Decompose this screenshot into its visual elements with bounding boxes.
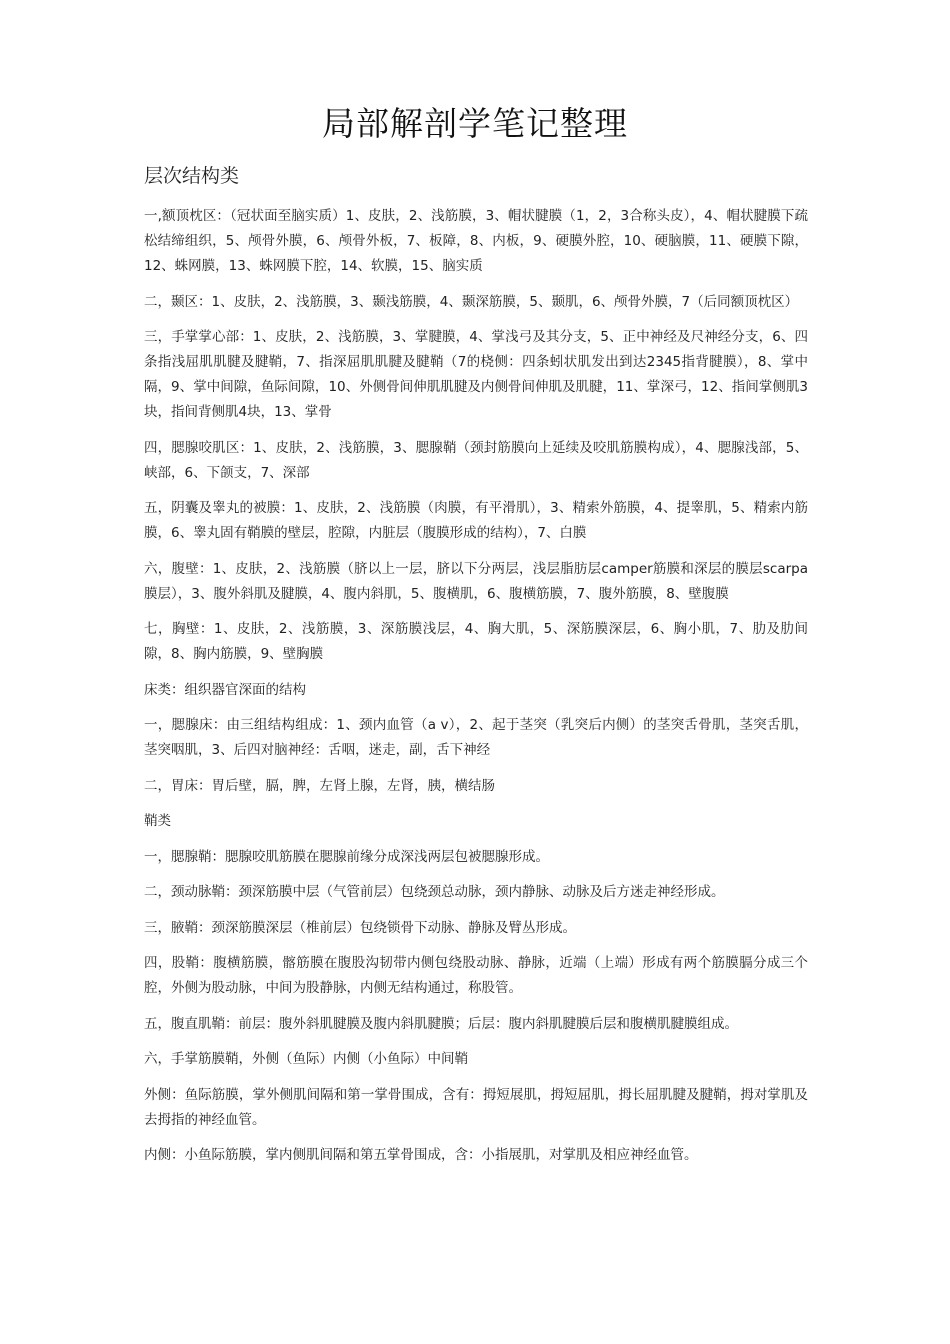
paragraph: 二，胃床：胃后壁，膈，脾，左肾上腺，左肾，胰，横结肠 xyxy=(144,777,495,794)
paragraph: 五，阴囊及睾丸的被膜：1、皮肤，2、浅筋膜（肉膜，有平滑肌），3、精索外筋膜，4、提睾肌，5、精索内筋膜，6、睾丸固有鞘膜的壁层，腔隙，内脏层（腹膜形成的结构），7、白膜 xyxy=(144,500,808,541)
paragraph: 一,额顶枕区：（冠状面至脑实质）1、皮肤，2、浅筋膜，3、帽状腱膜（1，2，3合称头皮），4、帽状腱膜下疏松结缔组织，5、颅骨外膜，6、颅骨外板，7、板障，8、内板，9、硬膜外腔，10、硬脑膜，11、硬膜下隙，12、蛛网膜，13、蛛网膜下腔，14、软膜，15、脑实质 xyxy=(144,208,808,274)
paragraph: 七，胸壁：1、皮肤，2、浅筋膜，3、深筋膜浅层，4、胸大肌，5、深筋膜深层，6、胸小肌，7、肋及肋间隙，8、胸内筋膜，9、壁胸膜 xyxy=(144,621,808,662)
paragraph: 一，腮腺鞘：腮腺咬肌筋膜在腮腺前缘分成深浅两层包被腮腺形成。 xyxy=(144,848,549,865)
paragraph: 四，股鞘：腹横筋膜，髂筋膜在腹股沟韧带内侧包绕股动脉、静脉，近端（上端）形成有两个筋膜膈分成三个腔，外侧为股动脉，中间为股静脉，内侧无结构通过，称股管。 xyxy=(144,955,808,996)
paragraph: 四，腮腺咬肌区：1、皮肤，2、浅筋膜，3、腮腺鞘（颈封筋膜向上延续及咬肌筋膜构成），4、腮腺浅部，5、峡部，6、下颌支，7、深部 xyxy=(144,439,808,481)
paragraph: 外侧：鱼际筋膜，掌外侧肌间隔和第一掌骨围成，含有：拇短展肌，拇短屈肌，拇长屈肌腱及腱鞘，拇对掌肌及去拇指的神经血管。 xyxy=(144,1086,808,1128)
paragraph: 六，手掌筋膜鞘，外侧（鱼际）内侧（小鱼际）中间鞘 xyxy=(144,1051,468,1067)
paragraph: 一，腮腺床：由三组结构组成：1、颈内血管（a v），2、起于茎突（乳突后内侧）的茎突舌骨肌，茎突舌肌，茎突咽肌，3、后四对脑神经：舌咽，迷走，副，舌下神经 xyxy=(144,717,808,758)
paragraph: 三，手掌掌心部：1、皮肤，2、浅筋膜，3、掌腱膜，4、掌浅弓及其分支，5、正中神经及尺神经分支，6、四条指浅屈肌肌腱及腱鞘，7、指深屈肌肌腱及腱鞘（7的桡侧：四条蚓状肌发出到达2345指背腱膜），8、掌中隔，9、掌中间隙，鱼际间隙，10、外侧骨间伸肌肌腱及内侧骨间伸肌及肌腱，11、掌深弓，12、指间掌侧肌3块，指间背侧肌4块，13、掌骨 xyxy=(144,329,808,420)
paragraph: 二，颈动脉鞘：颈深筋膜中层（气管前层）包绕颈总动脉，颈内静脉、动脉及后方迷走神经形成。 xyxy=(144,884,725,900)
document-body xyxy=(144,204,808,1179)
document-title: 局部解剖学笔记整理 xyxy=(322,104,628,143)
paragraph: 内侧：小鱼际筋膜，掌内侧肌间隔和第五掌骨围成，含：小指展肌，对掌肌及相应神经血管。 xyxy=(144,1147,698,1163)
paragraph: 二，颞区：1、皮肤，2、浅筋膜，3、颞浅筋膜，4、颞深筋膜，5、颞肌，6、颅骨外膜，7（后同额顶枕区） xyxy=(144,293,799,310)
subheading-bed: 床类：组织器官深面的结构 xyxy=(144,681,306,698)
section-heading: 层次结构类 xyxy=(144,165,240,187)
paragraph: 六，腹壁：1、皮肤，2、浅筋膜（脐以上一层，脐以下分两层，浅层脂肪层camper筋膜和深层的膜层scarpa膜层），3、腹外斜肌及腱膜，4、腹内斜肌，5、腹横肌，6、腹横筋膜，7、腹外筋膜，8、壁腹膜 xyxy=(144,560,808,602)
paragraph: 三，腋鞘：颈深筋膜深层（椎前层）包绕锁骨下动脉、静脉及臂丛形成。 xyxy=(144,919,576,936)
paragraph: 五，腹直肌鞘：前层：腹外斜肌腱膜及腹内斜肌腱膜；后层：腹内斜肌腱膜后层和腹横肌腱膜组成。 xyxy=(144,1015,738,1032)
subheading-sheath: 鞘类 xyxy=(144,813,171,829)
